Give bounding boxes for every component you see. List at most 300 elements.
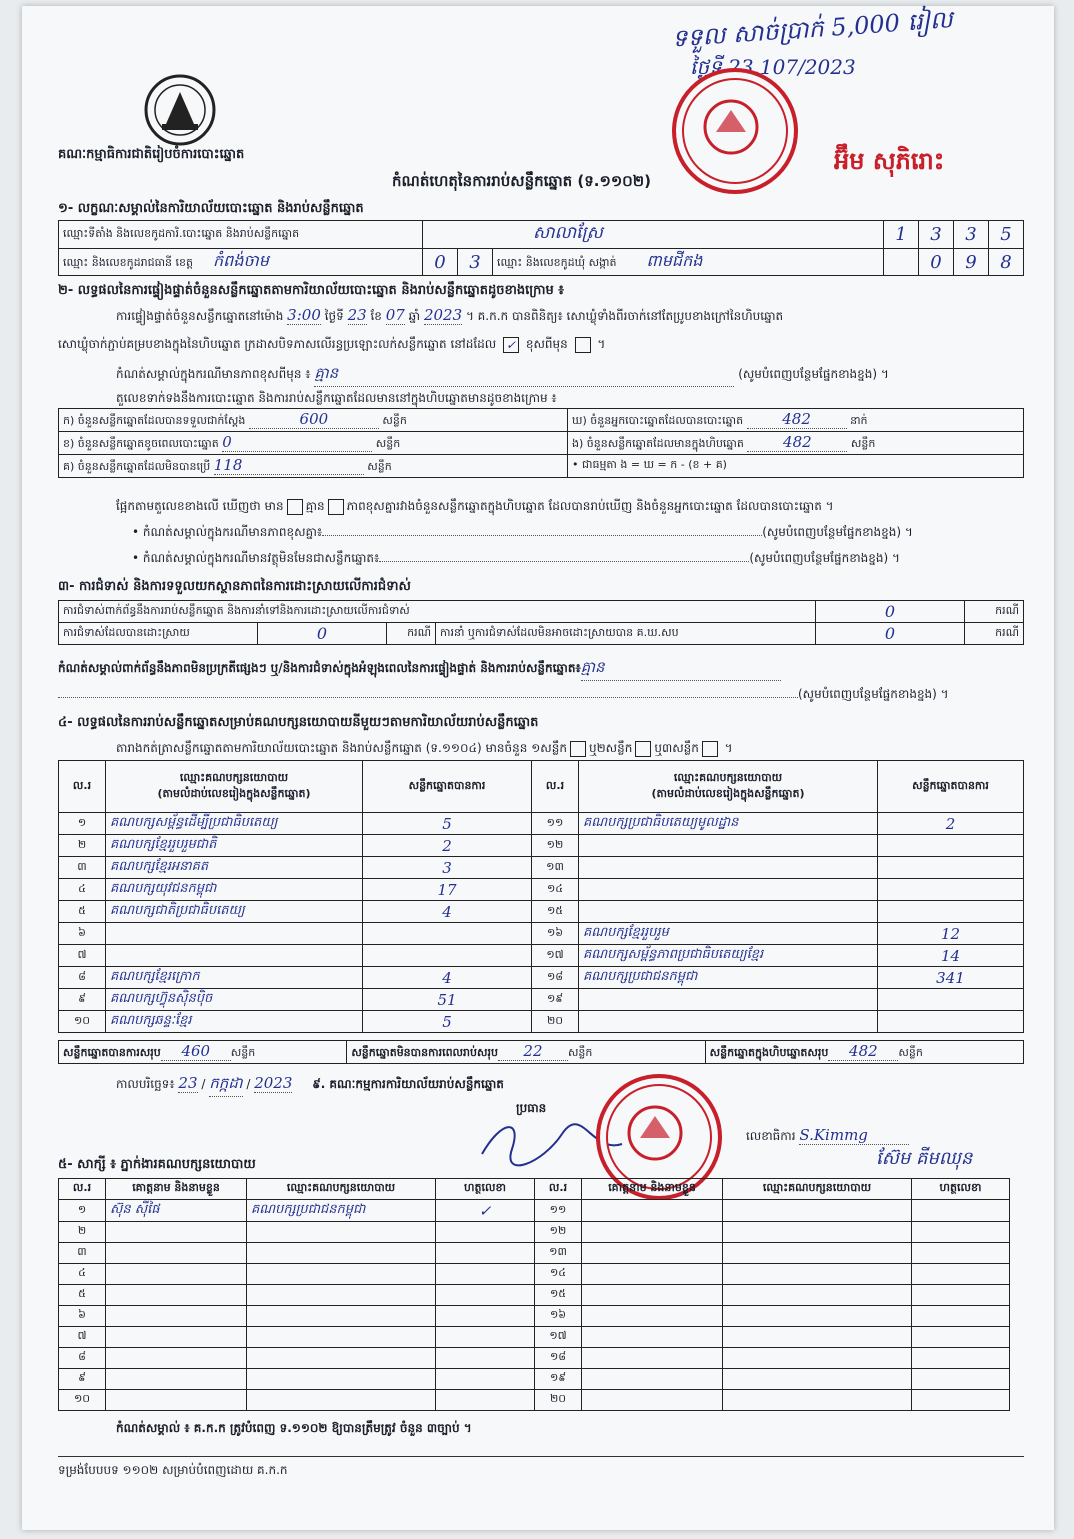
witness-signature <box>436 1306 535 1327</box>
witness-name <box>582 1306 723 1327</box>
bullet1-line <box>132 524 1024 542</box>
vote-count <box>878 901 1024 923</box>
section2-heading: ២- លទ្ធផលនៃការផ្ទៀងផ្ទាត់ចំនួនសន្លឹកឆ្នោតតាមការិយាល័យបោះឆ្នោត និងរាប់សន្លឹកឆ្នោតដូចខាងក្រោម ៖ <box>58 283 564 298</box>
figure-kw <box>568 409 1024 432</box>
witness-party <box>723 1390 912 1411</box>
party-name <box>106 945 363 967</box>
party-name: គណបក្សប្រជាជនកម្ពុជា <box>579 967 878 989</box>
row-number: ១៧ <box>535 1327 582 1348</box>
total-box-label: សន្លឹកឆ្នោតក្នុងហិបឆ្នោតសរុប <box>709 1046 829 1059</box>
vote-count: 2 <box>878 813 1024 835</box>
vote-count <box>878 857 1024 879</box>
section5-heading: ៥- សាក្សី ៖ ភ្នាក់ងារគណបក្សនយោបាយ <box>58 1157 256 1172</box>
witness-name <box>106 1285 247 1306</box>
vote-count: 51 <box>363 989 532 1011</box>
witness-row <box>59 1264 1010 1285</box>
total-invalid-value: 22 <box>498 1042 568 1061</box>
total-valid-value: 460 <box>161 1042 231 1061</box>
figure-ko-value: 118 <box>214 456 364 475</box>
witness-row <box>59 1285 1010 1306</box>
vote-count: 341 <box>878 967 1024 989</box>
unit-label: សន្លឹក <box>382 414 407 427</box>
witness-signature <box>912 1200 1010 1222</box>
witness-party <box>247 1306 436 1327</box>
stamp-emblem-icon <box>676 72 786 182</box>
results-row <box>59 901 1024 923</box>
row-number: ២០ <box>532 1011 579 1033</box>
results-row <box>59 835 1024 857</box>
commune-code-digit: 9 <box>954 249 989 276</box>
row-number: ១៤ <box>535 1264 582 1285</box>
witness-signature <box>912 1327 1010 1348</box>
commune-code-digit: 0 <box>919 249 954 276</box>
has-difference-checkbox[interactable] <box>287 499 303 515</box>
figure-kh-label: ខ) ចំនួនសន្លឹកឆ្នោតខូចពេលបោះឆ្នោត <box>63 437 219 450</box>
figure-k-value: 600 <box>249 410 379 429</box>
signer-name: អ៊ឹម សុភិរោះ <box>834 147 945 175</box>
party-name <box>579 989 878 1011</box>
three-sheets-checkbox[interactable] <box>702 741 718 757</box>
row-number: ១៣ <box>532 857 579 879</box>
witness-row <box>59 1327 1010 1348</box>
party-name <box>579 1011 878 1033</box>
party-name: គណបក្សខ្មែររួបរួមជាតិ <box>106 835 363 857</box>
two-sheets-label: ឬ២សន្លឹក <box>588 741 633 755</box>
row-number: ១០ <box>59 1390 106 1411</box>
month-label: ខែ <box>370 309 382 323</box>
unchanged-checkbox[interactable]: ✓ <box>503 337 519 353</box>
row-number: ១២ <box>532 835 579 857</box>
changed-label: ខុសពីមុន <box>525 337 568 351</box>
province-code-digit: 3 <box>458 249 493 276</box>
witness-party <box>723 1306 912 1327</box>
col-no: ល.រ <box>532 761 579 813</box>
results-row <box>59 879 1024 901</box>
verification-text-end: ។ គ.ក.ក បានពិនិត្យ៖ សោឃ្លុំទាំងពីរចាក់នៅតែប្រូបខាងក្រៅនៃហិបឆ្នោត <box>465 309 784 323</box>
col-votes: សន្លឹកឆ្នោតបានការ <box>878 761 1024 813</box>
province-code-digit: 0 <box>423 249 458 276</box>
vote-count: 14 <box>878 945 1024 967</box>
bullet1-dots <box>322 535 762 536</box>
col-party <box>579 761 878 813</box>
commune-code-digit: 8 <box>989 249 1024 276</box>
fill-hint: (សូមបំពេញបន្ថែមផ្នែកខាងខ្នង) ។ <box>762 525 913 539</box>
row-number: ២ <box>59 1222 106 1243</box>
row-number: ១ <box>59 813 106 835</box>
compare-text: ផ្អែកតាមតួលេខខាងលើ ឃើញថា មាន <box>116 499 284 513</box>
unresolved-value: 0 <box>816 623 965 645</box>
secretary-name: ស៊ែម គីមឈុន <box>876 1148 973 1169</box>
witness-signature <box>436 1390 535 1411</box>
changed-checkbox[interactable] <box>575 337 591 353</box>
witness-name <box>582 1327 723 1348</box>
no-difference-checkbox[interactable] <box>328 499 344 515</box>
col-votes: សន្លឹកឆ្នោតបានការ <box>363 761 532 813</box>
chair-label: ប្រធាន <box>516 1101 547 1115</box>
party-name: គណបក្សប្រជាធិបតេយ្យមូលដ្ឋាន <box>579 813 878 835</box>
witness-party <box>723 1285 912 1306</box>
row-number: ៧ <box>59 1327 106 1348</box>
verification-line <box>116 306 783 326</box>
note1-line <box>116 364 1024 387</box>
totals-table <box>58 1040 1024 1064</box>
province-label: ឈ្មោះ និងលេខកូដរាជធានី ខេត្ត <box>63 256 193 269</box>
witness-row <box>59 1348 1010 1369</box>
section5-note: កំណត់សម្គាល់ ៖ គ.ក.ក ត្រូវបំពេញ ទ.១១០២ ឱ្យបានត្រឹមត្រូវ ចំនួន ៣ច្បាប់ ។ <box>116 1421 472 1435</box>
official-stamp-top <box>672 68 798 194</box>
witness-name <box>106 1390 247 1411</box>
location-code-digit: 5 <box>989 221 1024 249</box>
note1-label: កំណត់សម្គាល់ក្នុងករណីមានភាពខុសពីមុន ៖ <box>116 367 311 381</box>
col-party: ឈ្មោះគណបក្សនយោបាយ <box>247 1179 436 1200</box>
row-number: ៩ <box>59 989 106 1011</box>
resolved-label: ការជំទាស់ដែលបានដោះស្រាយ <box>59 623 258 645</box>
row-number: ៥ <box>59 1285 106 1306</box>
witness-party <box>247 1390 436 1411</box>
date-label: កាលបរិច្ឆេទ៖ <box>116 1077 175 1091</box>
col-party: ឈ្មោះគណបក្សនយោបាយ <box>723 1179 912 1200</box>
row-number: ១៩ <box>535 1369 582 1390</box>
witness-party <box>723 1327 912 1348</box>
figure-ng <box>568 432 1024 455</box>
witness-name <box>582 1243 723 1264</box>
day-label: ថ្ងៃទី <box>324 309 344 323</box>
row-number: ២ <box>59 835 106 857</box>
unresolved-label: ការនាំ ឬការជំទាស់ដែលមិនអាចដោះស្រាយបាន គ.ឃ.សប <box>436 623 816 645</box>
objection-label: ការជំទាស់ពាក់ព័ន្ធនឹងការរាប់សន្លឹកឆ្នោត និងការនាំទៅនិងការដោះស្រាយលើការជំទាស់ <box>59 601 816 623</box>
case-label: ករណី <box>965 623 1024 645</box>
witness-row <box>59 1200 1010 1222</box>
row-number: ៩ <box>59 1369 106 1390</box>
vote-count: 17 <box>363 879 532 901</box>
witness-signature <box>912 1222 1010 1243</box>
witness-signature <box>912 1243 1010 1264</box>
party-name: គណបក្សសម្ព័ន្ធភាពប្រជាធិបតេយ្យខ្មែរ <box>579 945 878 967</box>
witness-row <box>59 1222 1010 1243</box>
vote-count <box>363 923 532 945</box>
vote-count: 4 <box>363 901 532 923</box>
row-number: ១១ <box>535 1200 582 1222</box>
col-name: គោត្តនាម និងនាមខ្លួន <box>582 1179 723 1200</box>
party-name: គណបក្សខ្មែរអនាគត <box>106 857 363 879</box>
witness-party <box>723 1369 912 1390</box>
three-sheets-label: ឬ៣សន្លឹក <box>654 741 699 755</box>
witness-name <box>582 1390 723 1411</box>
vote-count: 12 <box>878 923 1024 945</box>
vote-count <box>878 879 1024 901</box>
row-number: ១៦ <box>532 923 579 945</box>
verification-month: 07 <box>385 306 405 324</box>
bullet1-label: • កំណត់សម្គាល់ក្នុងករណីមានភាពខុសគ្នា៖ <box>132 525 323 539</box>
row-number: ១២ <box>535 1222 582 1243</box>
total-valid-label: សន្លឹកឆ្នោតបានការសរុប <box>63 1046 161 1059</box>
date-line: កាលបរិច្ឆេទ៖ 23 / កក្កដា / 2023 ៩. គណៈកម្មការការិយាល័យរាប់សន្លឹកឆ្នោត <box>116 1074 504 1097</box>
total-box <box>705 1041 1023 1064</box>
vote-count <box>878 989 1024 1011</box>
row-number: ១០ <box>59 1011 106 1033</box>
figure-ko-label: គ) ចំនួនសន្លឹកឆ្នោតដែលមិនបានប្រើ <box>63 460 211 473</box>
witness-name <box>582 1200 723 1222</box>
section1-heading: ១- លក្ខណៈសម្គាល់នៃការិយាល័យបោះឆ្នោត និងរាប់សន្លឹកឆ្នោត <box>58 201 364 216</box>
unit-label: សន្លឹក <box>230 1046 256 1059</box>
committee-name: គណៈកម្មាធិការជាតិរៀបចំការបោះឆ្នោត <box>58 147 245 162</box>
party-name: គណបក្សខ្មែរក្រោក <box>106 967 363 989</box>
row-number: ១ <box>59 1200 106 1222</box>
date-month: កក្កដា <box>209 1074 242 1097</box>
row-number: ៧ <box>59 945 106 967</box>
unit-label: សន្លឹក <box>567 1046 593 1059</box>
objection-value: 0 <box>816 601 965 623</box>
witness-signature <box>436 1369 535 1390</box>
secretary-line <box>746 1126 909 1146</box>
bullet2-dots <box>379 561 749 562</box>
row-number: ៣ <box>59 1243 106 1264</box>
party-name: គណបក្សហ៊្វុនស៊ិនប៉ិច <box>106 989 363 1011</box>
verification-year: 2023 <box>423 306 463 324</box>
fill-hint: (សូមបំពេញបន្ថែមផ្នែកខាងខ្នង) ។ <box>738 367 889 381</box>
witness-signature <box>912 1306 1010 1327</box>
row-number: ៦ <box>59 923 106 945</box>
witness-party <box>247 1327 436 1348</box>
verification-time: 3:00 <box>287 306 321 324</box>
col-name: គោត្តនាម និងនាមខ្លួន <box>106 1179 247 1200</box>
witness-party <box>723 1264 912 1285</box>
top-handwritten-note: ទទួល សាច់ប្រាក់ 5,000 រៀល <box>671 5 954 53</box>
party-name <box>579 901 878 923</box>
witness-name <box>106 1243 247 1264</box>
witness-party: គណបក្សប្រជាជនកម្ពុជា <box>247 1200 436 1222</box>
col-no: ល.រ <box>535 1179 582 1200</box>
case-label: ករណី <box>387 623 436 645</box>
col-no: ល.រ <box>59 1179 106 1200</box>
party-name: គណបក្សសម្ព័ន្ធដើម្បីប្រជាធិបតេយ្យ <box>106 813 363 835</box>
results-row <box>59 813 1024 835</box>
col-party-sub: (តាមលំដាប់លេខរៀងក្នុងសន្លឹកឆ្នោត) <box>157 786 311 800</box>
row-number: ១៤ <box>532 879 579 901</box>
top-handwritten-date: ថ្ងៃទី 23.107/2023 <box>690 55 856 79</box>
party-name <box>579 835 878 857</box>
stamp-emblem-icon <box>600 1078 710 1188</box>
section3-heading: ៣- ការជំទាស់ និងការទទួលយកស្ថានភាពនៃការដោះស្រាយលើការជំទាស់ <box>58 579 411 594</box>
witness-name <box>106 1348 247 1369</box>
unit-label: សន្លឹក <box>850 437 876 450</box>
witness-party <box>247 1264 436 1285</box>
verification-day: 23 <box>347 306 367 324</box>
row-number: ៥ <box>59 901 106 923</box>
fill-hint: (សូមបំពេញបន្ថែមផ្នែកខាងខ្នង) ។ <box>798 687 949 701</box>
witness-signature <box>912 1369 1010 1390</box>
witness-signature <box>436 1327 535 1348</box>
party-name: គណបក្សយុវជនកម្ពុជា <box>106 879 363 901</box>
results-row <box>59 1011 1024 1033</box>
section1-table <box>58 220 1024 276</box>
compare-text-end: ភាពខុសគ្នារវាងចំនួនសន្លឹកឆ្នោតក្នុងហិបឆ្នោត ដែលបានរាប់ឃើញ និងចំនួនអ្នកបោះឆ្នោត ដែលបានបោះឆ្នោត ។ <box>346 499 834 513</box>
vote-count <box>878 835 1024 857</box>
total-invalid <box>347 1041 705 1064</box>
party-name: គណបក្សឆន្ទៈខ្មែរ <box>106 1011 363 1033</box>
witness-row <box>59 1390 1010 1411</box>
committee-label: ៩. គណៈកម្មការការិយាល័យរាប់សន្លឹកឆ្នោត <box>312 1077 504 1091</box>
no-difference-label: គ្មាន <box>305 499 325 513</box>
year-label: ឆ្នាំ <box>408 309 421 323</box>
row-number: ១៦ <box>535 1306 582 1327</box>
row-number: ១៣ <box>535 1243 582 1264</box>
unit-label: សន្លឹក <box>375 437 401 450</box>
witness-name <box>582 1264 723 1285</box>
location-code-digit: 3 <box>919 221 954 249</box>
witness-signature <box>436 1243 535 1264</box>
row-number: ១១ <box>532 813 579 835</box>
col-no: ល.រ <box>59 761 106 813</box>
location-code-digit: 3 <box>954 221 989 249</box>
subline-text: តារាងកត់ត្រាសន្លឹកឆ្នោតតាមការិយាល័យបោះឆ្នោត និងរាប់សន្លឹកឆ្នោត (ទ.១១០៤) មានចំនួន ១សន្លឹក <box>116 741 567 755</box>
commune-cell <box>493 249 884 276</box>
witness-name <box>582 1348 723 1369</box>
results-row <box>59 923 1024 945</box>
witness-name <box>106 1306 247 1327</box>
vote-count: 5 <box>363 813 532 835</box>
unit-label: សន្លឹក <box>367 460 392 473</box>
witness-party <box>247 1243 436 1264</box>
row-number: ១៨ <box>535 1348 582 1369</box>
vote-count: 4 <box>363 967 532 989</box>
location-label: ឈ្មោះទីតាំង និងលេខកូដការិ.បោះឆ្នោត និងរាប់សន្លឹកឆ្នោត <box>59 221 423 249</box>
section3-table <box>58 600 1024 645</box>
vote-count <box>363 945 532 967</box>
commune-value: ពាមជីកង <box>646 251 703 270</box>
witness-name <box>106 1369 247 1390</box>
witness-party <box>723 1348 912 1369</box>
section4-subline: តារាងកត់ត្រាសន្លឹកឆ្នោតតាមការិយាល័យបោះឆ្នោត និងរាប់សន្លឹកឆ្នោត (ទ.១១០៤) មានចំនួន ១សន្លឹក ឬ២សន្លឹក ឬ៣សន្លឹក ។ <box>116 741 733 755</box>
verification-text: ការផ្ទៀងផ្ទាត់ចំនួនសន្លឹកឆ្នោតនៅម៉ោង <box>116 309 284 323</box>
figure-kh <box>59 432 568 455</box>
col-party-label: ឈ្មោះគណបក្សនយោបាយ <box>179 770 289 784</box>
total-valid <box>59 1041 347 1064</box>
bullet2-line <box>132 550 1024 568</box>
party-name: គណបក្សខ្មែររួបរួម <box>579 923 878 945</box>
col-party-label: ឈ្មោះគណបក្សនយោបាយ <box>673 770 783 784</box>
form-page <box>22 6 1054 1530</box>
witness-signature <box>436 1222 535 1243</box>
row-number: ១៧ <box>532 945 579 967</box>
witness-signature <box>436 1264 535 1285</box>
seal-status-line: សោឃ្លុំចាក់ភ្ជាប់គម្របខាងក្នុងនៃហិបឆ្នោត ក្រដាសបិទភាសលើរន្ធប្រឡោះលក់សន្លឹកឆ្នោត នៅដដែល ✓ ខុសពីមុន ។ <box>58 337 606 352</box>
committee-emblem-icon <box>142 72 218 148</box>
witness-signature <box>912 1285 1010 1306</box>
witness-name <box>106 1264 247 1285</box>
witness-row <box>59 1369 1010 1390</box>
commune-label: ឈ្មោះ និងលេខកូដឃុំ សង្កាត់ <box>497 256 617 269</box>
vote-count: 2 <box>363 835 532 857</box>
two-sheets-checkbox[interactable] <box>635 741 651 757</box>
compare-line <box>116 498 834 516</box>
witness-row <box>59 1306 1010 1327</box>
one-sheet-checkbox[interactable] <box>570 741 586 757</box>
witness-party <box>723 1222 912 1243</box>
row-number: ១៥ <box>535 1285 582 1306</box>
secretary-signature: S.Kimmg <box>799 1126 909 1145</box>
figures-table <box>58 408 1024 478</box>
vote-count <box>878 1011 1024 1033</box>
witness-row <box>59 1243 1010 1264</box>
figure-ko <box>59 455 568 478</box>
empty-cell <box>884 249 919 276</box>
form-footer: ទម្រង់បែបបទ ១១០២ សម្រាប់បំពេញដោយ គ.ក.ក <box>58 1463 288 1477</box>
province-cell <box>59 249 423 276</box>
witness-party <box>247 1369 436 1390</box>
total-invalid-label: សន្លឹកឆ្នោតមិនបានការពេលរាប់សរុប <box>351 1046 498 1059</box>
row-number: ៦ <box>59 1306 106 1327</box>
province-value: កំពង់ចាម <box>213 251 269 270</box>
witness-party <box>723 1200 912 1222</box>
witness-name <box>582 1222 723 1243</box>
figure-ng-label: ង) ចំនួនសន្លឹកឆ្នោតដែលមានក្នុងហិបឆ្នោត <box>572 437 744 450</box>
witness-name <box>106 1327 247 1348</box>
figure-kw-label: ឃ) ចំនួនអ្នកបោះឆ្នោតដែលបានបោះឆ្នោត <box>572 414 744 427</box>
witness-signature <box>912 1264 1010 1285</box>
party-name <box>579 857 878 879</box>
row-number: ៨ <box>59 1348 106 1369</box>
row-number: ១៥ <box>532 901 579 923</box>
witness-signature <box>436 1348 535 1369</box>
figure-ng-value: 482 <box>747 433 847 452</box>
section3-hint-line <box>58 686 1024 704</box>
location-code-digit: 1 <box>884 221 919 249</box>
witness-name: ស៊ុន ស៊ីផៃ <box>106 1200 247 1222</box>
results-row <box>59 967 1024 989</box>
row-number: ៣ <box>59 857 106 879</box>
row-number: ២០ <box>535 1390 582 1411</box>
figures-intro: តួលេខទាក់ទងនឹងការបោះឆ្នោត និងការរាប់សន្លឹកឆ្នោតដែលមាននៅក្នុងហិបឆ្នោតមានដូចខាងក្រោម ៖ <box>116 391 557 405</box>
date-day: 23 <box>178 1074 198 1092</box>
witness-signature <box>912 1390 1010 1411</box>
fill-hint: (សូមបំពេញបន្ថែមផ្នែកខាងខ្នង) ។ <box>749 551 900 565</box>
witness-party <box>247 1285 436 1306</box>
case-label: ករណី <box>965 601 1024 623</box>
figure-k-label: ក) ចំនួនសន្លឹកឆ្នោតដែលបានទទួលជាក់ស្តែង <box>63 414 246 427</box>
section3-note-line <box>58 658 1024 681</box>
witness-party <box>247 1222 436 1243</box>
witness-name <box>106 1222 247 1243</box>
section3-dots <box>58 697 798 698</box>
note1-value: គ្មាន <box>314 364 734 387</box>
unit-label: សន្លឹក <box>898 1046 923 1059</box>
row-number: ៤ <box>59 1264 106 1285</box>
party-name <box>106 923 363 945</box>
form-title: កំណត់ហេតុនៃការរាប់សន្លឹកឆ្នោត (ទ.១១០២) <box>392 172 652 190</box>
witness-signature <box>912 1348 1010 1369</box>
witness-table <box>58 1178 1010 1411</box>
unit-label: នាក់ <box>850 414 868 427</box>
resolved-value: 0 <box>258 623 387 645</box>
col-party <box>106 761 363 813</box>
secretary-label: លេខាធិការ <box>746 1129 796 1143</box>
seal-status-text: សោឃ្លុំចាក់ភ្ជាប់គម្របខាងក្នុងនៃហិបឆ្នោត ក្រដាសបិទភាសលើរន្ធប្រឡោះលក់សន្លឹកឆ្នោត នៅដដែល <box>58 337 497 351</box>
section3-note-label: កំណត់សម្គាល់ពាក់ព័ន្ធនឹងភាពមិនប្រក្រតីផ្សេងៗ ឬ/និងការជំទាស់ក្នុងអំឡុងពេលនៃការផ្ទៀងផ្ទាត់ និងការរាប់សន្លឹកឆ្នោត៖ <box>58 661 581 675</box>
results-row <box>59 857 1024 879</box>
figure-k <box>59 409 568 432</box>
results-row <box>59 945 1024 967</box>
witness-party <box>247 1348 436 1369</box>
col-party-sub: (តាមលំដាប់លេខរៀងក្នុងសន្លឹកឆ្នោត) <box>651 786 805 800</box>
formula: • ជាធម្មតា ង = ឃ = ក - (ខ + គ) <box>568 455 1024 478</box>
witness-name <box>582 1285 723 1306</box>
witness-party <box>723 1243 912 1264</box>
figure-kw-value: 482 <box>747 410 847 429</box>
row-number: ១៩ <box>532 989 579 1011</box>
footer-divider <box>58 1456 1024 1457</box>
section4-heading: ៤- លទ្ធផលនៃការរាប់សន្លឹកឆ្នោតសម្រាប់គណបក្សនយោបាយនីមួយៗតាមការិយាល័យរាប់សន្លឹកឆ្នោត <box>58 715 539 730</box>
